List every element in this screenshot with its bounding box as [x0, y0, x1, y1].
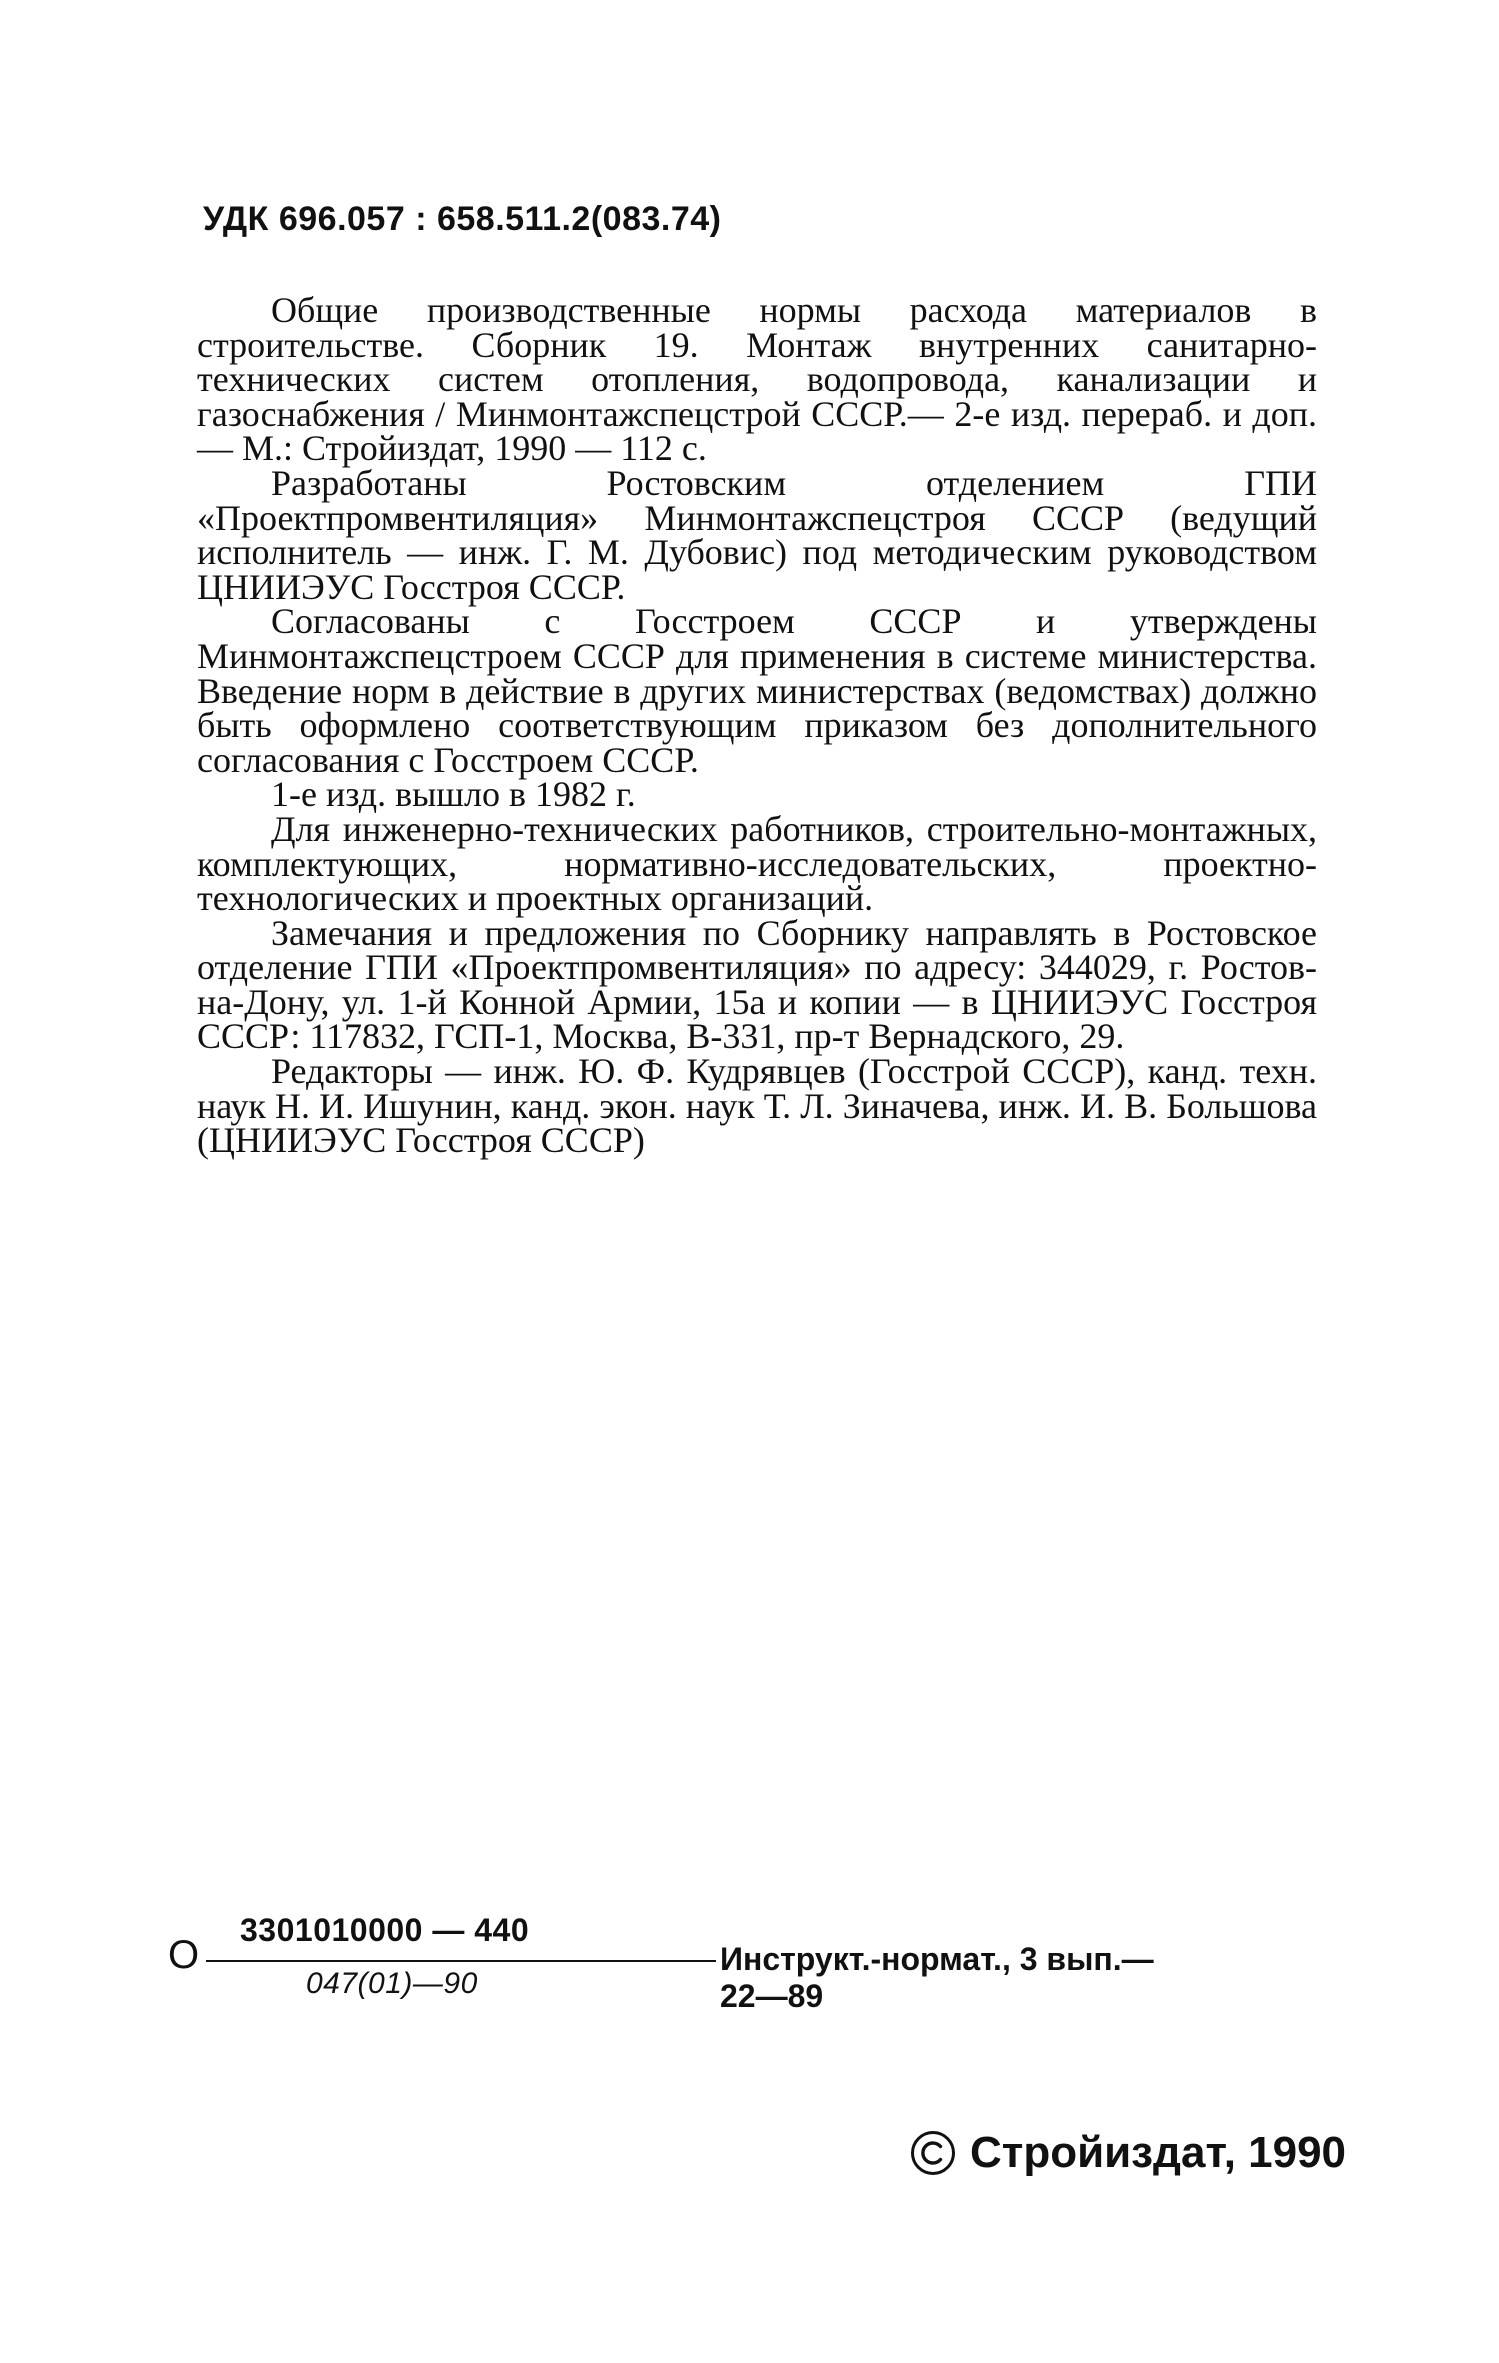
paragraph-audience: Для инженерно-технических работников, строительно-монтажных, комплектующих, нормативно-исследовательских, проектно-технологических и проектных организаций. — [197, 808, 1317, 919]
annotation-body — [197, 290, 1317, 1161]
paragraph-developers: Разработаны Ростовским отделением ГПИ «Проектпромвентиляция» Минмонтажспецстроя СССР (ведущий исполнитель — инж. Г. М. Дубовис) под методическим руководством ЦНИИЭУС Госстроя СССР. — [197, 462, 1317, 607]
imprint-denominator: 047(01)—90 — [306, 1967, 478, 2000]
paragraph-feedback-address: Замечания и предложения по Сборнику направлять в Ростовское отделение ГПИ «Проектпромвентиляция» по адресу: 344029, г. Ростов-на-Дону, ул. 1-й Конной Армии, 15а и копии — в ЦНИИЭУС Госстроя СССР: 117832, ГСП-1, Москва, В-331, пр-т Вернадского, 29. — [197, 912, 1317, 1057]
paragraph-editors: Редакторы — инж. Ю. Ф. Кудрявцев (Госстрой СССР), канд. техн. наук Н. И. Ишунин, канд. экон. наук Т. Л. Зиначева, инж. И. В. Большова (ЦНИИЭУС Госстроя СССР) — [197, 1051, 1317, 1161]
copyright-line — [910, 2128, 1346, 2178]
publication-imprint — [168, 1905, 1168, 2015]
paragraph-approval: Согласованы с Госстроем СССР и утверждены Минмонтажспецстроем СССР для применения в системе министерства. Введение норм в действие в других министерствах (ведомствах) должно быть оформлено соответствующим приказом без дополнительного согласования с Госстроем СССР. — [197, 601, 1317, 780]
imprint-series: Инструкт.-нормат., 3 вып.—22—89 — [720, 1941, 1154, 2014]
fraction-line — [206, 1960, 716, 1962]
copyright-text: Стройиздат, 1990 — [970, 2128, 1347, 2177]
imprint-numerator: 3301010000 — 440 — [240, 1912, 530, 1948]
paragraph-first-edition: 1-е изд. вышло в 1982 г. — [271, 774, 636, 815]
udk-classification: УДК 696.057 : 658.511.2(083.74) — [203, 200, 722, 238]
paragraph-bibliographic-description: Общие производственные нормы расхода материалов в строительстве. Сборник 19. Монтаж внутренних санитарно-технических систем отопления, водопровода, канализации и газоснабжения / Минмонтажспецстрой СССР.— 2-е изд. перераб. и доп. — М.: Стройиздат, 1990 — 112 с. — [197, 290, 1317, 469]
imprint-letter: О — [168, 1933, 200, 1977]
copyright-icon — [910, 2130, 956, 2176]
